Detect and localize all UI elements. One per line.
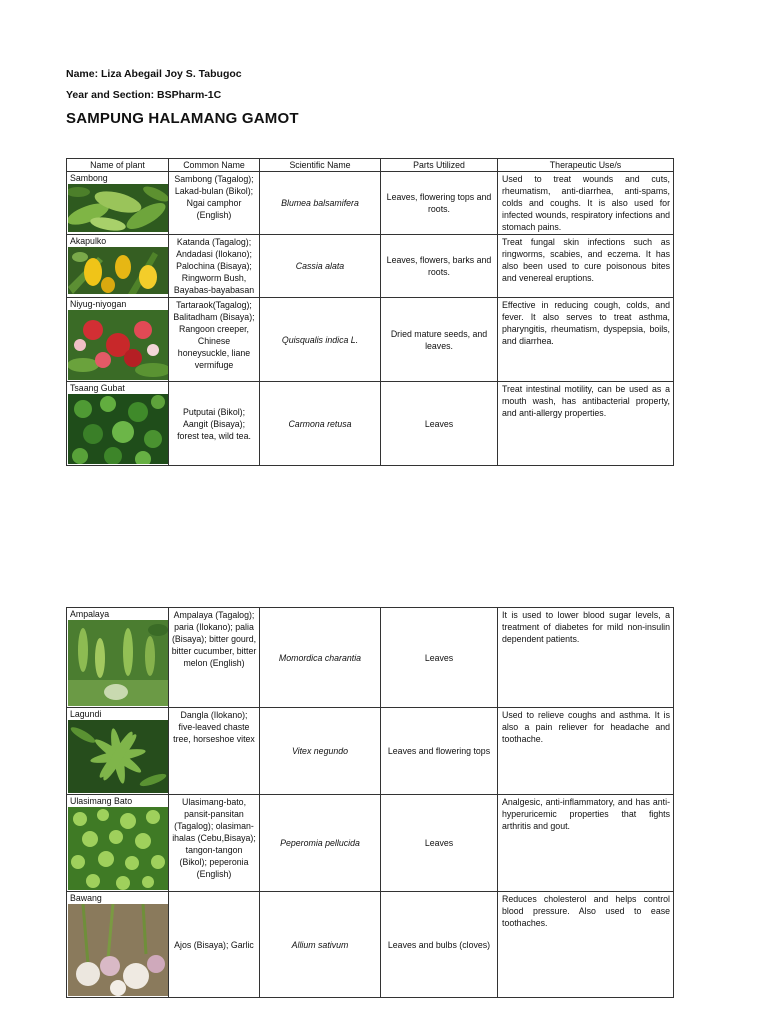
parts-utilized-cell: Leaves: [381, 608, 498, 708]
therapeutic-use-cell: Treat intestinal motility, can be used as a mouth wash, has antibacterial property, and anti-allergy properties.: [498, 382, 674, 466]
common-name-cell: Ampalaya (Tagalog); paria (Ilokano); palia (Bisaya); bitter gourd, bitter cucumber, bitter melon (English): [169, 608, 260, 708]
column-header-parts: Parts Utilized: [381, 159, 498, 172]
parts-utilized-cell: Leaves: [381, 382, 498, 466]
plant-name-cell: [67, 172, 169, 235]
therapeutic-use-cell: It is used to lower blood sugar levels, a treatment of diabetes for mild non-insulin dependent patients.: [498, 608, 674, 708]
common-name-cell: Katanda (Tagalog); Andadasi (Ilokano); Palochina (Bisaya); Ringworm Bush, Bayabas-bayabasan: [169, 235, 260, 298]
common-name-cell: Ajos (Bisaya); Garlic: [169, 892, 260, 998]
scientific-name-cell: Allium sativum: [260, 892, 381, 998]
plant-name: Ulasimang Bato: [70, 796, 133, 806]
parts-utilized-cell: Leaves, flowering tops and roots.: [381, 172, 498, 235]
table-row: [67, 708, 674, 795]
sambong-leaves-photo: [68, 184, 167, 232]
herbal-plants-table-1: [66, 158, 674, 466]
common-name-cell: Tartaraok(Tagalog); Balitadham (Bisaya); Rangoon creeper, Chinese honeysuckle, liane vermifuge: [169, 298, 260, 382]
plant-name: Akapulko: [70, 236, 107, 246]
plant-name-cell: [67, 795, 169, 892]
student-name: Name: Liza Abegail Joy S. Tabugoc: [66, 68, 242, 80]
plant-name-cell: [67, 298, 169, 382]
common-name-cell: Sambong (Tagalog); Lakad-bulan (Bikol); Ngai camphor (English): [169, 172, 260, 235]
table-row: [67, 235, 674, 298]
parts-utilized-cell: Leaves and flowering tops: [381, 708, 498, 795]
therapeutic-use-cell: Used to relieve coughs and asthma. It is also a pain reliever for headache and toothache.: [498, 708, 674, 795]
table-row: [67, 298, 674, 382]
plant-name-cell: [67, 892, 169, 998]
column-header-therapeutic: Therapeutic Use/s: [498, 159, 674, 172]
lagundi-leaves-photo: [68, 720, 167, 793]
plant-name: Ampalaya: [70, 609, 110, 619]
parts-utilized-cell: Leaves and bulbs (cloves): [381, 892, 498, 998]
plant-name-cell: [67, 235, 169, 298]
plant-name-cell: [67, 382, 169, 466]
scientific-name-cell: Carmona retusa: [260, 382, 381, 466]
therapeutic-use-cell: Analgesic, anti-inflammatory, and has anti-hyperuricemic properties that fights arthritis and gout.: [498, 795, 674, 892]
scientific-name-cell: Cassia alata: [260, 235, 381, 298]
table-header-row: [67, 159, 674, 172]
therapeutic-use-cell: Reduces cholesterol and helps control blood pressure. Also used to ease toothaches.: [498, 892, 674, 998]
plant-name-cell: [67, 608, 169, 708]
plant-name: Lagundi: [70, 709, 102, 719]
table-row: [67, 382, 674, 466]
year-section: Year and Section: BSPharm-1C: [66, 89, 222, 101]
therapeutic-use-cell: Effective in reducing cough, colds, and fever. It also serves to treat asthma, pharyngitis, rheumatism, dyspepsia, boils, and diarrhea.: [498, 298, 674, 382]
niyug-niyogan-flowers-photo: [68, 310, 167, 380]
common-name-cell: Putputai (Bikol); Aangit (Bisaya); forest tea, wild tea.: [169, 382, 260, 466]
akapulko-flowers-photo: [68, 247, 167, 294]
column-header-scientific: Scientific Name: [260, 159, 381, 172]
plant-name: Tsaang Gubat: [70, 383, 125, 393]
common-name-cell: Dangla (Ilokano); five-leaved chaste tree, horseshoe vitex: [169, 708, 260, 795]
table-row: [67, 795, 674, 892]
scientific-name-cell: Blumea balsamifera: [260, 172, 381, 235]
plant-name: Bawang: [70, 893, 102, 903]
page-title: SAMPUNG HALAMANG GAMOT: [66, 110, 299, 127]
column-header-common: Common Name: [169, 159, 260, 172]
bawang-garlic-photo: [68, 904, 167, 996]
scientific-name-cell: Quisqualis indica L.: [260, 298, 381, 382]
table-row: [67, 172, 674, 235]
plant-name: Niyug-niyogan: [70, 299, 127, 309]
parts-utilized-cell: Leaves, flowers, barks and roots.: [381, 235, 498, 298]
plant-name: Sambong: [70, 173, 108, 183]
scientific-name-cell: Peperomia pellucida: [260, 795, 381, 892]
scientific-name-cell: Momordica charantia: [260, 608, 381, 708]
parts-utilized-cell: Dried mature seeds, and leaves.: [381, 298, 498, 382]
herbal-plants-table-2: [66, 607, 674, 998]
common-name-cell: Ulasimang-bato, pansit-pansitan (Tagalog); olasiman-ihalas (Cebu,Bisaya); tangon-tangon (Bikol); peperonia (English): [169, 795, 260, 892]
ampalaya-vines-photo: [68, 620, 167, 706]
parts-utilized-cell: Leaves: [381, 795, 498, 892]
scientific-name-cell: Vitex negundo: [260, 708, 381, 795]
plant-name-cell: [67, 708, 169, 795]
table-row: [67, 892, 674, 998]
ulasimang-bato-plant-photo: [68, 807, 167, 890]
table-row: [67, 608, 674, 708]
column-header-name: Name of plant: [67, 159, 169, 172]
therapeutic-use-cell: Used to treat wounds and cuts, rheumatism, anti-diarrhea, anti-spams, colds and coughs. It is also used for infected wounds, respiratory infections and stomach pains.: [498, 172, 674, 235]
tsaang-gubat-shrub-photo: [68, 394, 167, 464]
therapeutic-use-cell: Treat fungal skin infections such as ringworms, scabies, and eczema. It has also been used to cure poisonous bites and venereal eruptions.: [498, 235, 674, 298]
